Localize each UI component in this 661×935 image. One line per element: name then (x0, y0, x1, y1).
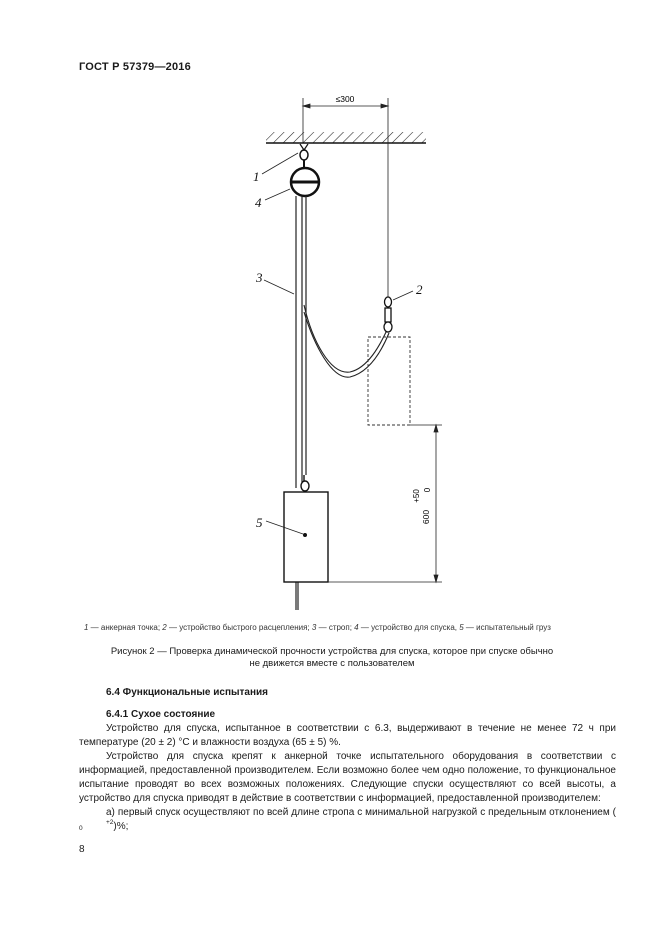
subsection-title: 6.4.1 Сухое состояние (106, 709, 216, 720)
quick-release (384, 297, 392, 332)
dim-label-600: 600 (421, 509, 431, 525)
dim-tol-zero: 0 (423, 487, 432, 493)
document-header: ГОСТ Р 57379—2016 (79, 61, 191, 73)
label-4: 4 (255, 195, 262, 210)
dim-tol-plus: +50 (412, 489, 421, 503)
section-body (79, 686, 616, 834)
dimension-height (328, 425, 442, 582)
paragraph-3: а) первый спуск осуществляют по всей длине стропа с минимальной нагрузкой с предельным отклонением (+2 0 )%; (79, 807, 616, 833)
caption-line-2: не движется вместе с пользователем (249, 658, 415, 669)
anchor-point (300, 144, 308, 160)
caption-line-1: Рисунок 2 — Проверка динамической прочности устройства для спуска, которое при спуске обычно (110, 646, 554, 657)
dimension-top (303, 98, 388, 297)
label-1: 1 (253, 169, 260, 184)
label-3: 3 (256, 270, 263, 285)
weight-initial-position (368, 337, 410, 425)
dim-label-300: ≤300 (335, 94, 355, 104)
leaders (262, 153, 413, 534)
paragraph-1: Устройство для спуска, испытанное в соответствии с 6.3, выдерживают в течение не менее 72 ч при температуре (20 ± 2) °С и влажности воздуха (65 ± 5) %. (79, 723, 616, 748)
ceiling (266, 132, 426, 143)
descender-device (291, 160, 319, 196)
page-number: 8 (79, 844, 85, 855)
figure-caption (110, 646, 554, 670)
section-title: 6.4 Функциональные испытания (106, 687, 269, 698)
label-5: 5 (256, 515, 263, 530)
paragraph-2: Устройство для спуска крепят к анкерной точке испытательного оборудования в соответствии с информацией, предоставленной производителем. Если возможно более чем одно положение, то функциональное испытание проводят во всех возможных положениях. Следующие спуски осуществляют со всей высоты, а устройство для спуска приводят в действие в соответствии с информацией, предоставленной производителем: (79, 751, 616, 804)
figure-legend: 1 — анкерная точка; 2 — устройство быстрого расцепления; 3 — строп; 4 — устройство для спуска, 5 — испытательный груз (84, 623, 551, 632)
test-weight (284, 492, 328, 582)
label-2: 2 (416, 282, 423, 297)
slack-rope (304, 305, 389, 377)
